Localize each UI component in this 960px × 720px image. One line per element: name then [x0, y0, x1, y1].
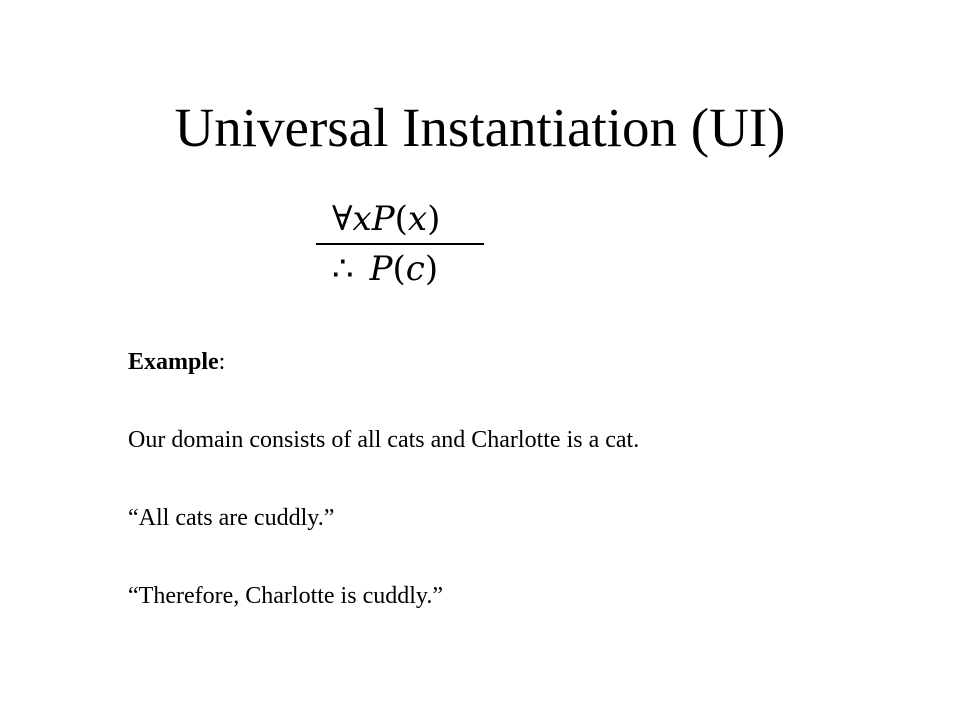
- inference-bar: [316, 243, 484, 245]
- premise-close-paren: ): [427, 199, 441, 239]
- conclusion-argument: c: [405, 249, 425, 289]
- example-heading-colon: :: [218, 349, 226, 375]
- example-heading: [128, 347, 639, 377]
- example-block: [128, 347, 639, 659]
- rule-conclusion: [332, 246, 438, 292]
- inference-rule: [316, 196, 484, 296]
- example-premise-line: “All cats are cuddly.”: [128, 505, 335, 531]
- slide-title: Universal Instantiation (UI): [174, 97, 786, 158]
- rule-premise: [332, 196, 440, 242]
- example-heading-label: Example: [128, 349, 219, 375]
- therefore-symbol: ∴: [332, 249, 354, 289]
- conclusion-close-paren: ): [424, 249, 439, 289]
- conclusion-open-paren: (: [392, 249, 406, 289]
- premise-open-paren: (: [394, 199, 408, 239]
- example-conclusion-line: “Therefore, Charlotte is cuddly.”: [128, 583, 443, 609]
- example-domain-line: Our domain consists of all cats and Charlotte is a cat.: [128, 427, 640, 453]
- premise-variable: x: [352, 199, 372, 239]
- premise-argument: x: [407, 199, 428, 239]
- conclusion-predicate: P: [369, 249, 393, 289]
- premise-predicate: P: [371, 199, 395, 239]
- universal-quantifier-symbol: ∀: [332, 199, 353, 239]
